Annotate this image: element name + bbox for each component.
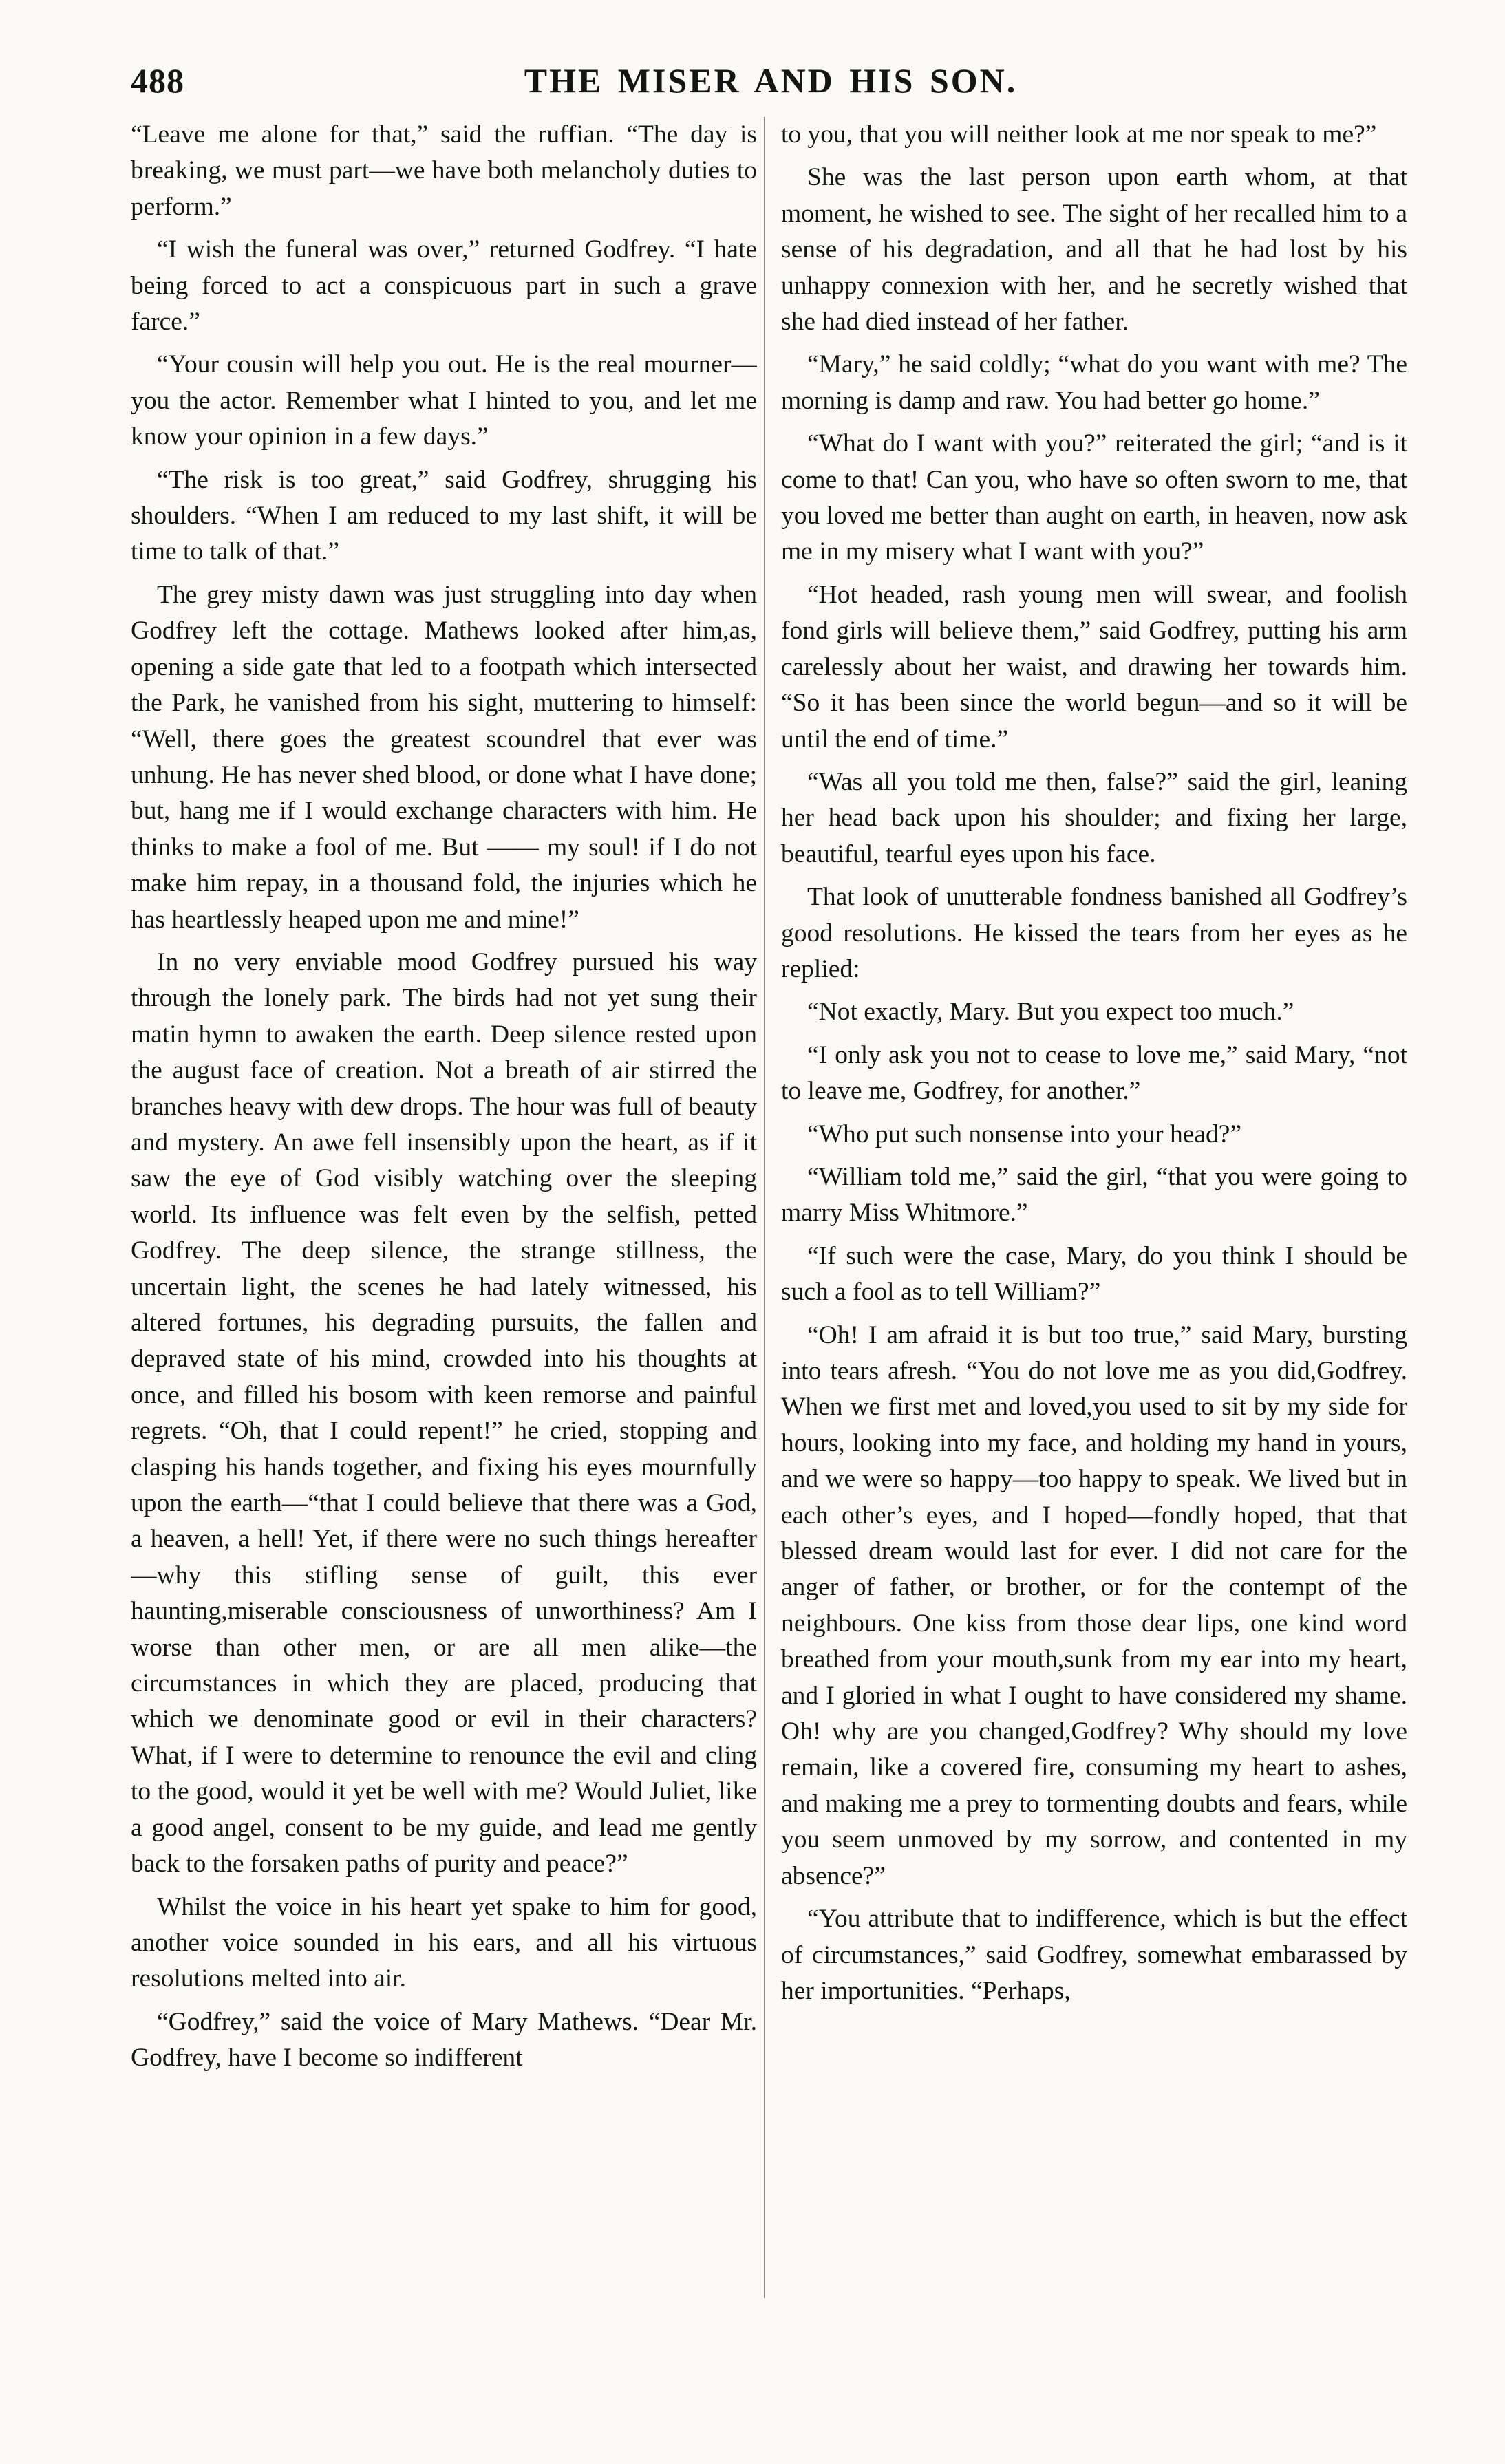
paragraph: “You attribute that to indifference, which is but the effect of circumstances,” said Godfrey, somewhat embarassed by her importunities. “Perhaps, bbox=[781, 1905, 1407, 2005]
paragraph: The grey misty dawn was just struggling into day when Godfrey left the cottage. Mathews looked after him,as, opening a side gate that led to a footpath which intersected the Park, he vanished from his sight, muttering to himself: “Well, there goes the greatest scoundrel that ever was unhung. He has never shed blood, or done what I have done; but, hang me if I would exchange characters with him. He thinks to make a fool of me. But —— my soul! if I do not make him repay, in a thousand fold, the injuries which he has heartlessly heaped upon me and mine!” bbox=[131, 580, 757, 934]
paragraph: “Mary,” he said coldly; “what do you want with me? The morning is damp and raw. You had better go home.” bbox=[781, 350, 1407, 415]
paragraph: “The risk is too great,” said Godfrey, shrugging his shoulders. “When I am reduced to my last shift, it will be time to talk of that.” bbox=[131, 465, 757, 566]
paragraph: “Not exactly, Mary. But you expect too much.” bbox=[807, 998, 1294, 1027]
paragraph: “Hot headed, rash young men will swear, and foolish fond girls will believe them,” said Godfrey, putting his arm carelessly about her waist, and drawing her towards him. “So it has been since the world begun—and so it will be until the end of time.” bbox=[781, 580, 1407, 753]
page-number: 488 bbox=[131, 61, 184, 100]
paragraph: “I wish the funeral was over,” returned Godfrey. “I hate being forced to act a conspicuous part in such a grave farce.” bbox=[131, 235, 757, 336]
paragraph: to you, that you will neither look at me nor speak to me?” bbox=[781, 120, 1377, 149]
paragraph: That look of unutterable fondness banished all Godfrey’s good resolutions. He kissed the tears from her eyes as he replied: bbox=[781, 883, 1407, 983]
paragraph: In no very enviable mood Godfrey pursued his way through the lonely park. The birds had not yet sung their matin hymn to awaken the earth. Deep silence rested upon the august face of creation. Not a breath of air stirred the branches heavy with dew drops. The hour was full of beauty and mystery. An awe fell insensibly upon the heart, as if it saw the eye of God visibly watching over the sleeping world. Its influence was felt even by the selfish, petted Godfrey. The deep silence, the strange stillness, the uncertain light, the scenes he had lately witnessed, his altered fortunes, his degrading pursuits, the fallen and depraved state of his mind, crowded into his thoughts at once, and filled his bosom with keen remorse and painful regrets. “Oh, that I could repent!” he cried, stopping and clasping his hands together, and fixing his eyes mournfully upon the earth—“that I could believe that there was a God, a heaven, a hell! Yet, if there were no such things hereafter—why this stifling sense of guilt, this ever haunting,miserable consciousness of unworthiness? Am I worse than other men, or are all men alike—the circumstances in which they are placed, producing that which we denominate good or evil in their characters? What, if I were to determine to renounce the evil and cling to the good, would it yet be well with me? Would Juliet, like a good angel, consent to be my guide, and lead me gently back to the forsaken paths of purity and peace?” bbox=[131, 947, 757, 1878]
column-divider bbox=[764, 117, 765, 2298]
paragraph: “Was all you told me then, false?” said the girl, leaning her head back upon his shoulder; and fixing her large, beautiful, tearful eyes upon his face. bbox=[781, 767, 1407, 868]
left-column bbox=[131, 117, 757, 2429]
paragraph: “Your cousin will help you out. He is the real mourner—you the actor. Remember what I hinted to you, and let me know your opinion in a few days.” bbox=[131, 350, 757, 451]
paragraph: “What do I want with you?” reiterated the girl; “and is it come to that! Can you, who have so often sworn to me, that you loved me better than aught on earth, in heaven, now ask me in my misery what I want with you?” bbox=[781, 429, 1407, 566]
paragraph: Whilst the voice in his heart yet spake to him for good, another voice sounded in his ears, and all his virtuous resolutions melted into air. bbox=[131, 1892, 757, 1993]
paragraph: “Godfrey,” said the voice of Mary Mathews. “Dear Mr. Godfrey, have I become so indifferent bbox=[131, 2007, 757, 2072]
paragraph: She was the last person upon earth whom, at that moment, he wished to see. The sight of her recalled him to a sense of his degradation, and all that he had lost by his unhappy connexion with her, and he secretly wished that she had died instead of her father. bbox=[781, 163, 1407, 336]
paragraph: “Oh! I am afraid it is but too true,” said Mary, bursting into tears afresh. “You do not love me as you did,Godfrey. When we first met and loved,you used to sit by my side for hours, looking into my face, and holding my hand in yours, and we were so happy—too happy to speak. We lived but in each other’s eyes, and I hoped—fondly hoped, that that blessed dream would last for ever. I did not care for the anger of father, or brother, or for the contempt of the neighbours. One kiss from those dear lips, one kind word breathed from your mouth,sunk from my ear into my heart, and I gloried in what I ought to have considered my shame. Oh! why are you changed,Godfrey? Why should my love remain, like a covered fire, consuming my heart to ashes, and making me a prey to tormenting doubts and fears, while you seem unmoved by my sorrow, and contented in my absence?” bbox=[781, 1320, 1407, 1890]
paragraph: “William told me,” said the girl, “that you were going to marry Miss Whitmore.” bbox=[781, 1162, 1407, 1228]
paragraph: “If such were the case, Mary, do you think I should be such a fool as to tell William?” bbox=[781, 1241, 1407, 1307]
right-column bbox=[781, 117, 1407, 2429]
paragraph: “I only ask you not to cease to love me,” said Mary, “not to leave me, Godfrey, for another.” bbox=[781, 1040, 1407, 1106]
page-title: THE MISER AND HIS SON. bbox=[524, 61, 1018, 100]
paragraph: “Leave me alone for that,” said the ruffian. “The day is breaking, we must part—we have both melancholy duties to perform.” bbox=[131, 120, 757, 221]
running-head bbox=[131, 61, 1411, 109]
paragraph: “Who put such nonsense into your head?” bbox=[807, 1119, 1242, 1148]
